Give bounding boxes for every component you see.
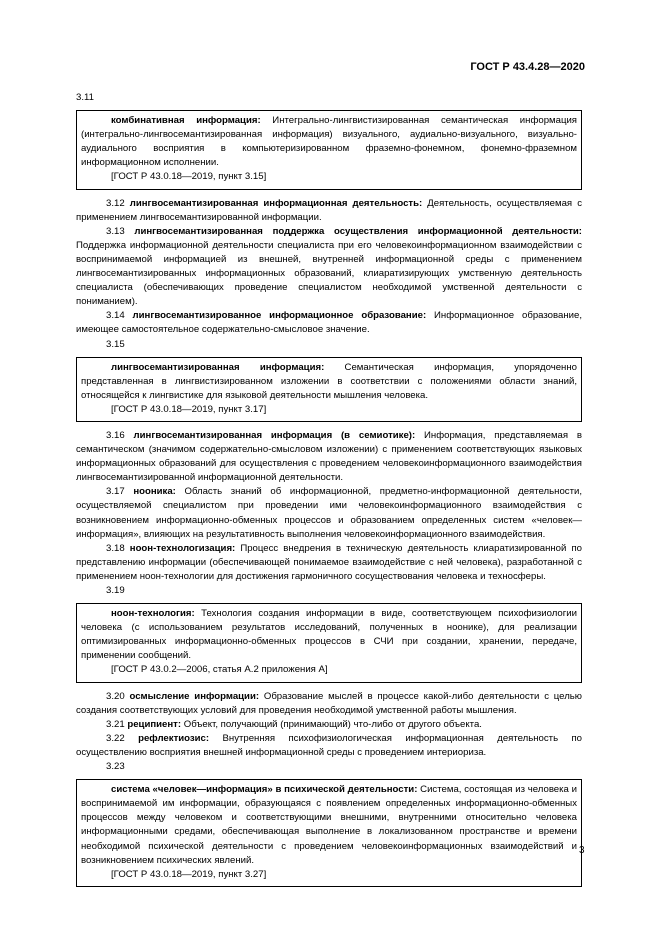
term-number: 3.11: [76, 92, 94, 103]
term-title: реципиент:: [127, 718, 182, 730]
term-definition: Внутренняя психофизиологическая информационная деятельность по осуществлению восприятия внешней информационной среды с проведением интериориза.: [76, 732, 583, 758]
term-definition: Образование мыслей в процессе какой-либо деятельности с целью создания соответствующих условий для проведения необходимой умственной работы мышления.: [76, 690, 582, 716]
term-title: ноон-технологизация:: [129, 542, 236, 554]
term-definition: Информация, представляемая в семантическом (значимом содержательно-смысловом изложении) с применением соответствующих языковых информационных образований для осуществления с проведением человекоинформационного взаимодействия лингвосемантизированной информационной деятельности.: [76, 429, 582, 484]
term-source: [ГОСТ Р 43.0.18—2019, пункт 3.27]: [111, 868, 267, 880]
term-entry: [76, 732, 582, 760]
term-definition: Поддержка информационной деятельности специалиста при его человекоинформационном взаимодействии с воспринимаемой информацией из внешней, внутренней информационной среды с применением лингвосемантизированных информационных образований, клиаратизирующих умственную деятельность специалиста (обеспечивающих проведение специалистом необходимой умственной деятельности с пониманием).: [76, 239, 582, 308]
quoted-term-box: [76, 357, 582, 422]
term-definition: Область знаний об информационной, предметно-информационной деятельности, осуществляемой специалистом при проведении ими человекоинформационного взаимодействия с возникновением информационно-обменных процессов и образованием определенных систем «человек—информация», влияющих на результативность выполнения человекоинформационного взаимодействия.: [76, 486, 582, 540]
term-definition: Интегрально-лингвистизированная семантическая информация (интегрально-лингвосемантизированная информация) визуального, аудиально-визуального, визуально-аудиального восприятия в компьютеризированном фраземно-фонемном, фонемно-фраземном информационном исполнении.: [81, 115, 578, 169]
term-title: лингвосемантизированная поддержка осуществления информационной деятельности:: [134, 225, 582, 237]
term-number: 3.13: [106, 225, 125, 237]
term-number: 3.20: [106, 690, 125, 702]
quoted-term-box: [76, 603, 582, 682]
term-source: [ГОСТ Р 43.0.18—2019, пункт 3.17]: [111, 403, 267, 415]
term-number: 3.12: [106, 197, 125, 209]
term-definition: Информационное образование, имеющее самостоятельное содержательно-смысловое значение.: [76, 310, 582, 336]
term-entry: [76, 429, 582, 485]
term-title: ноон-технология:: [111, 608, 195, 620]
term-number: 3.17: [106, 486, 125, 498]
term-definition: Объект, получающий (принимающий) что-либо от другого объекта.: [181, 718, 482, 730]
term-entry: [76, 542, 582, 584]
term-number: 3.22: [106, 732, 125, 744]
term-title: осмысление информации:: [129, 690, 260, 702]
term-title: лингвосемантизированная информация:: [111, 361, 325, 373]
term-number: 3.18: [106, 542, 125, 554]
term-entry: [76, 225, 582, 310]
term-number: 3.14: [106, 310, 125, 322]
term-number: 3.19: [106, 585, 125, 596]
term-definition: Технология создания информации в виде, соответствующем психофизиологии человека (с использованием результатов исследований, полученных в ноонике), для реализации оптимизированных информационно-обменных процессов в СЧИ при создании, хранении, передаче, применении сообщений.: [81, 608, 577, 662]
term-entry: [81, 607, 577, 663]
term-entry: [81, 114, 577, 170]
term-definition: Деятельность, осуществляемая с применением лингвосемантизированной информации.: [76, 197, 582, 223]
term-title: рефлектиозис:: [138, 732, 210, 744]
term-title: лингвосемантизированное информационное образование:: [132, 310, 427, 322]
term-entry: [81, 361, 577, 403]
term-title: лингвосемантизированная информация (в семиотике):: [133, 429, 416, 441]
term-title: система «человек—информация» в психической деятельности:: [111, 784, 418, 796]
document-header: ГОСТ Р 43.4.28—2020: [470, 61, 585, 73]
term-source: [ГОСТ Р 43.0.18—2019, пункт 3.15]: [111, 171, 267, 183]
term-title: нооника:: [133, 486, 176, 498]
term-entry: [81, 783, 577, 868]
term-number: 3.21: [106, 718, 125, 730]
term-title: лингвосемантизированная информационная деятельность:: [129, 197, 423, 209]
term-definition: Система, состоящая из человека и воспринимаемой им информации, образующаяся с появлением определенных информационно-обменных процессов между человеком и соответствующими внешними, внутренними относительно человека информационными средами, обеспечивающая выполнение в локализованном пространстве и времени необходимой психической деятельности с проведением человекоинформационных взаимодействий и возникновением психических явлений.: [81, 784, 577, 866]
term-number: 3.23: [106, 761, 125, 773]
quoted-term-box: [76, 110, 582, 189]
term-number: 3.16: [106, 429, 125, 441]
term-entry: [76, 485, 582, 541]
term-entry: [76, 309, 582, 337]
term-entry: [76, 718, 582, 732]
term-entry: [76, 690, 582, 718]
term-entry: [76, 197, 582, 225]
term-number: 3.15: [106, 338, 125, 350]
term-definition: Семантическая информация, упорядоченно представленная в лингвистизированном изложении в соответствии с положениями области знаний, относящейся к лингвистике для языковой деятельности мышления человека.: [81, 361, 577, 401]
term-title: комбинативная информация:: [111, 115, 261, 127]
document-body: [76, 91, 582, 894]
term-definition: Процесс внедрения в техническую деятельность клиаратизированной по представлению информации (обеспечивающей понимаемое взаимодействие с ней человека), разработанной с применением ноон-технологии для достижения гармоничного сосуществования человека и техносферы.: [76, 542, 582, 582]
page-number: 3: [579, 845, 585, 856]
quoted-term-box: [76, 779, 582, 887]
term-source: [ГОСТ Р 43.0.2—2006, статья А.2 приложения А]: [111, 664, 328, 676]
